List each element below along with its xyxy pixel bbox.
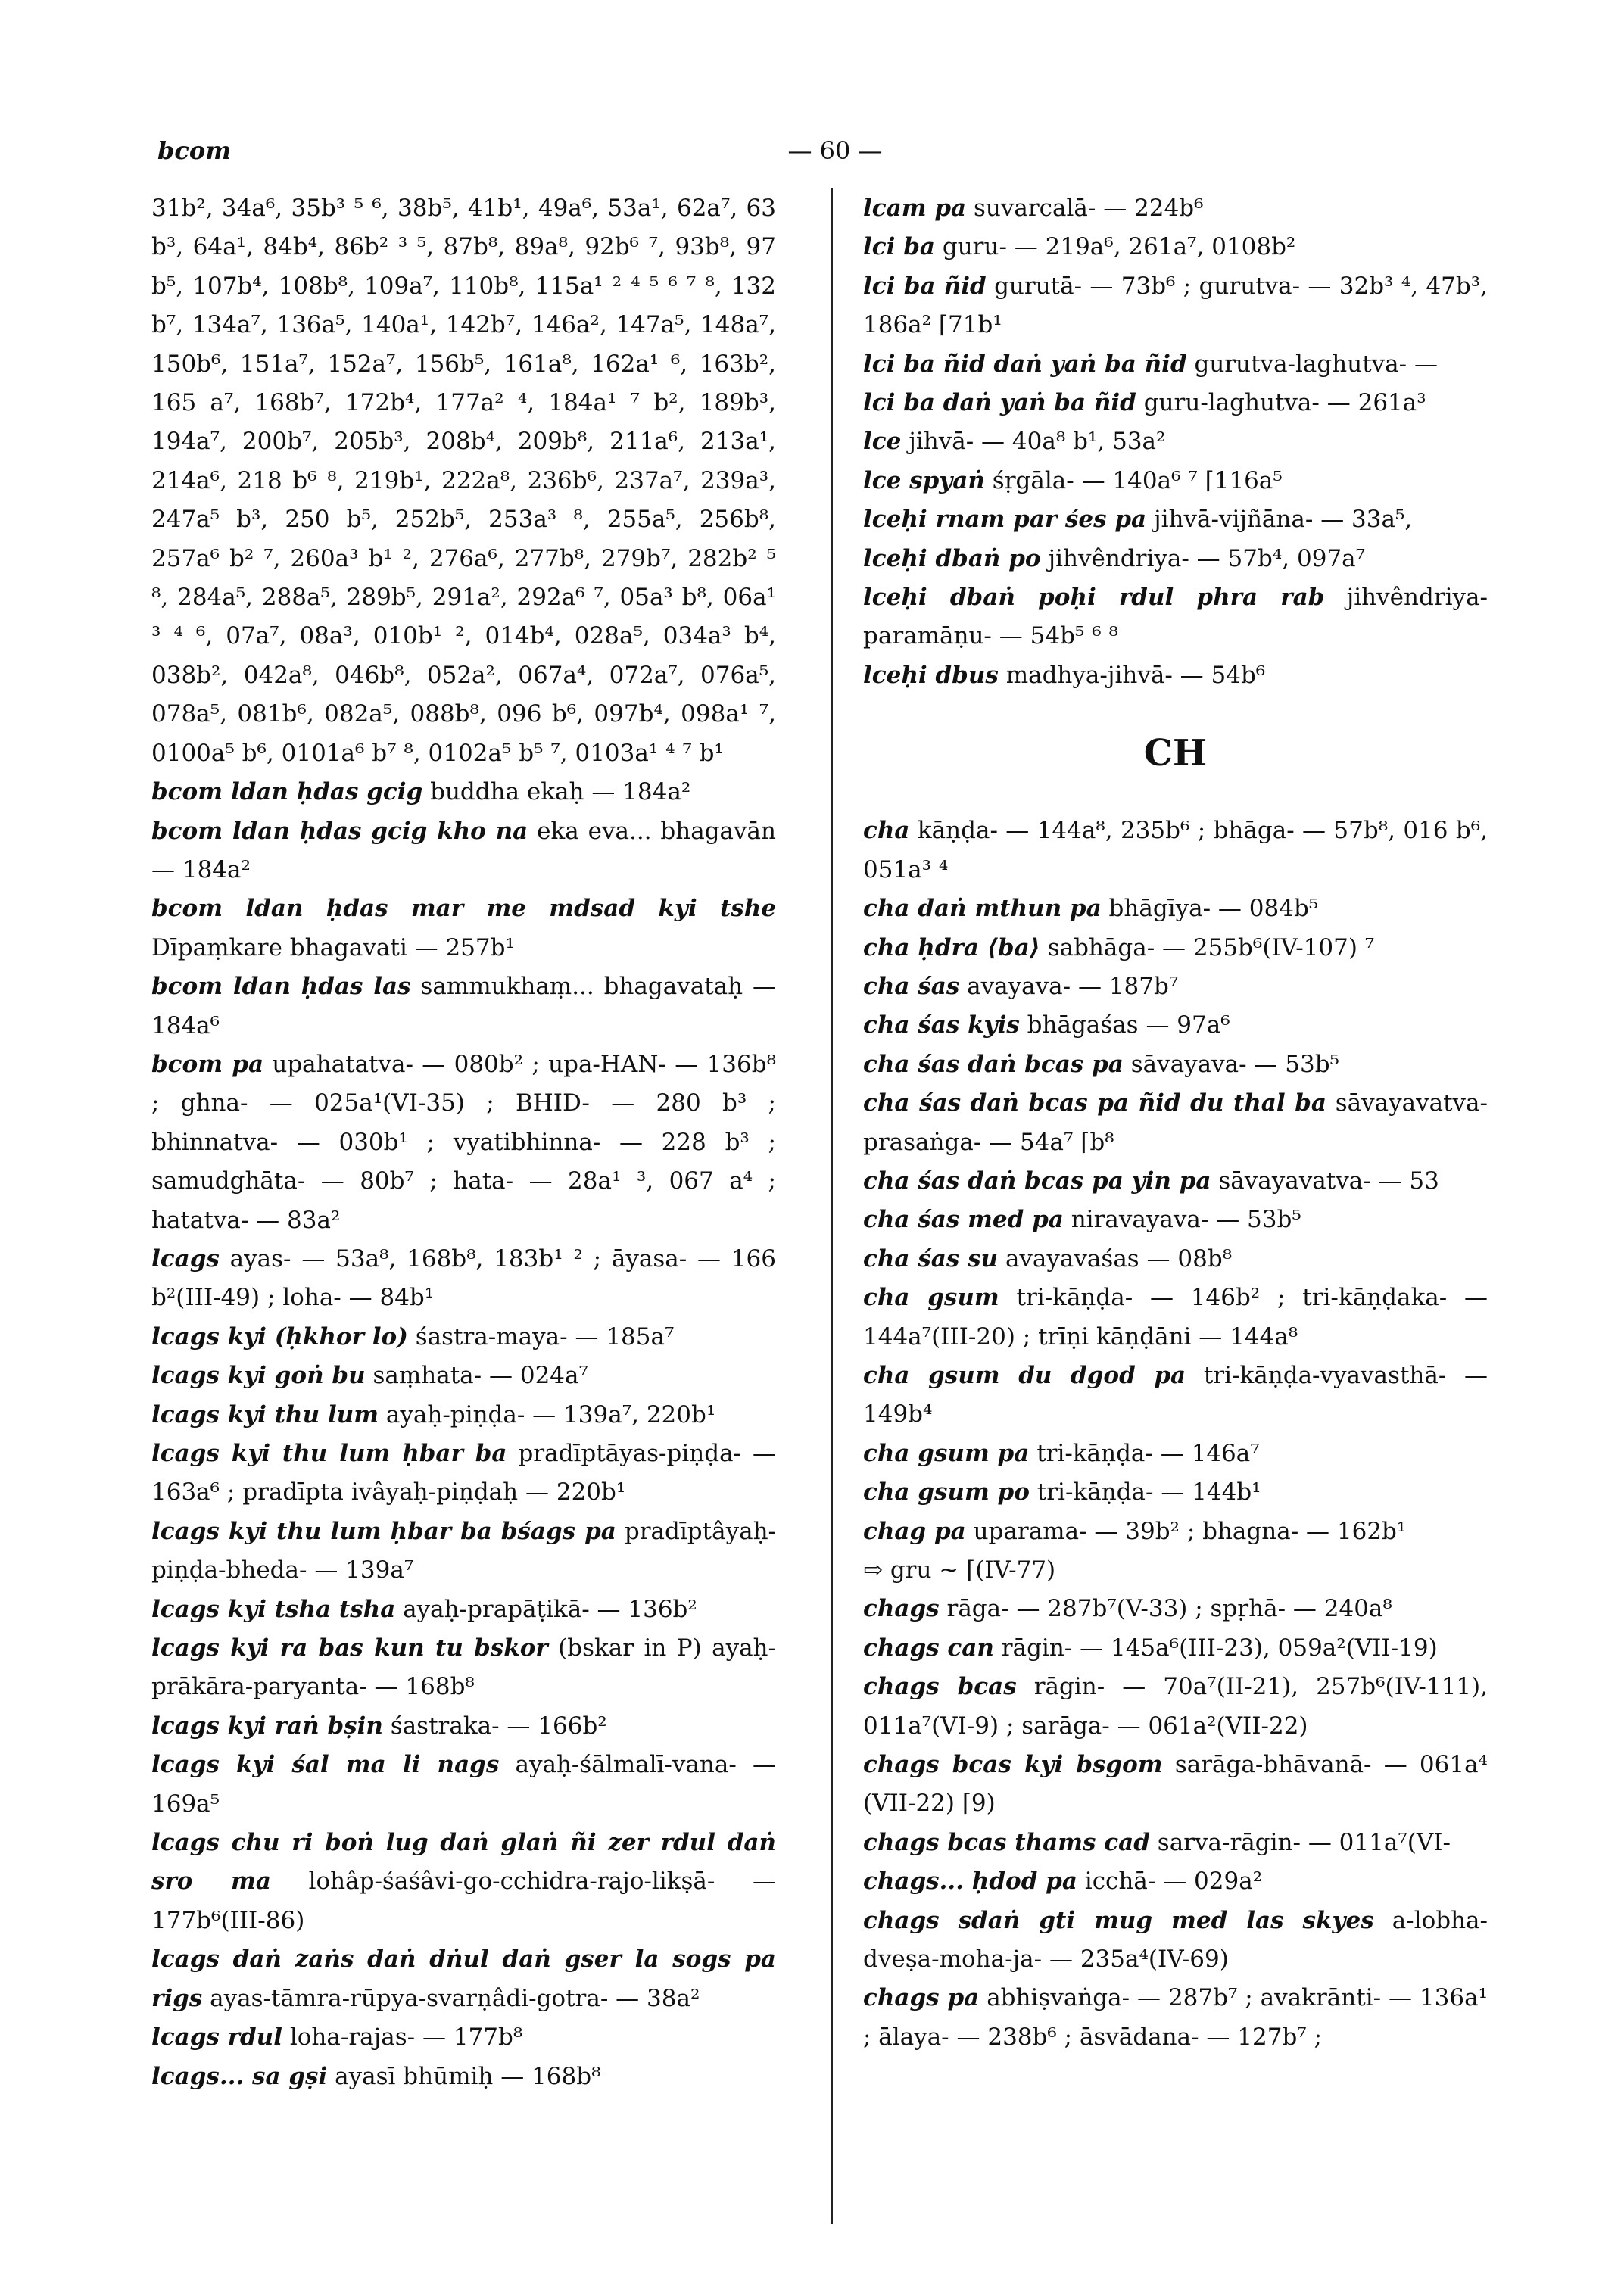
dictionary-entry [863, 1551, 1488, 1590]
dictionary-entry [863, 967, 1488, 1006]
entry-headword: bcom ldan ḥdas gcig kho na [151, 817, 528, 845]
entry-headword: chags sdaṅ gti mug med las skyes [863, 1906, 1374, 1934]
right-column-bottom [863, 812, 1488, 2057]
entry-headword: lci ba ñid [863, 272, 987, 300]
entry-definition: gurutva-laghutva- — [1194, 350, 1438, 378]
dictionary-entry [863, 889, 1488, 928]
entry-headword: lcam pa [863, 195, 967, 222]
dictionary-entry [151, 967, 776, 1045]
dictionary-entry [863, 345, 1488, 384]
entry-definition: rāgin- — 70a⁷(II-21), 257b⁶(IV-111), 011a⁷(VI-9) ; sarāga- — 061a²(VII-22) [863, 1673, 1488, 1740]
entry-headword: cha śas daṅ bcas pa [863, 1050, 1124, 1078]
entry-headword: lce [863, 428, 902, 456]
entry-headword: chags... ḥdod pa [863, 1868, 1077, 1896]
dictionary-entry [151, 889, 776, 967]
right-column [863, 189, 1488, 2057]
dictionary-entry [863, 1006, 1488, 1045]
dictionary-entry [151, 1707, 776, 1746]
entry-headword: lceḥi rnam par śes pa [863, 506, 1147, 534]
running-head: bcom [157, 136, 232, 165]
entry-definition: rāgin- — 145a⁶(III-23), 059a²(VII-19) [1001, 1634, 1438, 1662]
entry-definition: sāvayavatva- — 53 [1218, 1167, 1439, 1195]
entry-definition: ayaḥ-piṇḍa- — 139a⁷, 220b¹ [385, 1400, 716, 1428]
entry-headword: cha śas kyis [863, 1011, 1020, 1039]
entry-headword: lceḥi dbus [863, 661, 999, 689]
dictionary-entry [863, 189, 1488, 228]
entry-headword: cha gsum [863, 1284, 999, 1312]
dictionary-entry [863, 578, 1488, 656]
entry-definition: eka eva... bhagavān — 184a² [151, 817, 777, 883]
entry-definition: sāvayavatva-prasaṅga- — 54a⁷ ⌈b⁸ [863, 1089, 1488, 1156]
dictionary-entry [151, 1357, 776, 1395]
dictionary-entry [863, 1435, 1488, 1473]
dictionary-entry [151, 773, 776, 812]
dictionary-entry [863, 1240, 1488, 1279]
dictionary-entry [863, 1201, 1488, 1239]
left-column [151, 189, 776, 2096]
entry-headword: lcags kyi (ḥkhor lo) [151, 1323, 408, 1351]
entry-definition: sāvayava- — 53b⁵ [1130, 1050, 1339, 1078]
entry-definition: ayas- — 53a⁸, 168b⁸, 183b¹ ² ; āyasa- — 166 b²(III-49) ; loha- — 84b¹ [151, 1245, 776, 1312]
dictionary-entry [863, 422, 1488, 461]
dictionary-entry [863, 1746, 1488, 1824]
dictionary-entry [151, 1824, 776, 1940]
page-number: — 60 — [787, 136, 883, 165]
entry-definition: ayaḥ-śālmalī-vana- — 169a⁵ [151, 1751, 776, 1818]
entry-headword: cha gsum po [863, 1478, 1030, 1506]
entry-definition: tri-kāṇḍa- — 144b¹ [1036, 1478, 1261, 1506]
entry-definition: niravayava- — 53b⁵ [1071, 1206, 1301, 1234]
entry-definition: gurutā- — 73b⁶ ; gurutva- — 32b³ ⁴, 47b³, 186a² ⌈71b¹ [863, 272, 1488, 339]
dictionary-entry [863, 540, 1488, 578]
right-column-top [863, 189, 1488, 695]
entry-headword: lcags [151, 1245, 220, 1273]
entry-definition: avayavaśas — 08b⁸ [1005, 1245, 1233, 1273]
dictionary-entry [863, 1357, 1488, 1435]
entry-headword: lcags kyi tsha tsha [151, 1595, 396, 1623]
entry-definition: rāga- — 287b⁷(V-33) ; spṛhā- — 240a⁸ [946, 1595, 1392, 1623]
dictionary-entry [151, 1590, 776, 1629]
entry-headword: chags bcas [863, 1673, 1017, 1701]
entry-headword: lci ba daṅ yaṅ ba ñid [863, 389, 1136, 417]
dictionary-entry [863, 1045, 1488, 1084]
entry-headword: chags can [863, 1634, 994, 1662]
entry-definition: pradīptāyas-piṇḍa- — 163a⁶ ; pradīpta ivâyaḥ-piṇḍaḥ — 220b¹ [151, 1440, 776, 1506]
entry-definition: upahatatva- — 080b² ; upa-HAN- — 136b⁸ ; ghna- — 025a¹(VI-35) ; BHID- — 280 b³ ; bhinnatva- — 030b¹ ; vyatibhinna- — 228 b³ ; samudghāta- — 80b⁷ ; hata- — 28a¹ ³, 067 a⁴ ; hatatva- — 83a² [151, 1050, 776, 1234]
entry-definition: guru- — 219a⁶, 261a⁷, 0108b² [942, 233, 1296, 261]
entry-headword: lcags kyi goṅ bu [151, 1362, 366, 1390]
entry-definition: Dīpaṃkare bhagavati — 257b¹ [151, 933, 515, 961]
dictionary-entry [863, 462, 1488, 500]
entry-headword: lceḥi dbaṅ po [863, 544, 1041, 572]
entry-headword: chags pa [863, 1984, 980, 2012]
entry-headword: cha [863, 817, 910, 845]
dictionary-entry [863, 500, 1488, 539]
dictionary-entry [863, 1084, 1488, 1162]
entry-definition: sarāga-bhāvanā- — 061a⁴ (VII-22) ⌈9) [863, 1751, 1488, 1818]
dictionary-entry [863, 1668, 1488, 1746]
entry-headword: lcags rdul [151, 2024, 282, 2052]
entry-headword: lcags kyi thu lum [151, 1400, 379, 1428]
dictionary-entry [863, 1979, 1488, 2057]
entry-definition: ayaḥ-prapāṭikā- — 136b² [403, 1595, 697, 1623]
entry-headword: cha śas daṅ bcas pa ñid du thal ba [863, 1089, 1327, 1117]
entry-headword: lceḥi dbaṅ poḥi rdul phra rab [863, 584, 1325, 612]
dictionary-entry [863, 1590, 1488, 1628]
dictionary-entry [151, 1396, 776, 1435]
dictionary-entry [151, 1940, 776, 2018]
dictionary-entry [151, 2018, 776, 2057]
entry-definition: (bskar in P) ayaḥ-prākāra-paryanta- — 168b⁸ [151, 1634, 776, 1701]
dictionary-entry [863, 656, 1488, 695]
entry-definition: śṛgāla- — 140a⁶ ⁷ ⌈116a⁵ [992, 466, 1283, 494]
entry-definition: loha-rajas- — 177b⁸ [289, 2024, 523, 2052]
entry-definition: guru-laghutva- — 261a³ [1143, 389, 1426, 417]
dictionary-entry [151, 1318, 776, 1357]
entry-headword: cha śas med pa [863, 1206, 1064, 1234]
dictionary-entry [151, 812, 776, 890]
dictionary-entry [863, 812, 1488, 889]
dictionary-entry [863, 1473, 1488, 1512]
page-header [157, 136, 1513, 182]
entry-definition: a-lobha-dveṣa-moha-ja- — 235a⁴(IV-69) [863, 1906, 1488, 1974]
entry-definition: lohâp-śaśâvi-go-cchidra-rajo-likṣā- — 177b⁶(III-86) [151, 1868, 776, 1934]
entry-definition: tri-kāṇḍa-vyavasthā- — 149b⁴ [863, 1361, 1488, 1428]
entry-headword: bcom ldan ḥdas mar me mdsad kyi tshe [151, 895, 776, 923]
entry-headword: cha daṅ mthun pa [863, 895, 1102, 923]
entry-definition: abhiṣvaṅga- — 287b⁷ ; avakrānti- — 136a¹ ; ālaya- — 238b⁶ ; āsvādana- — 127b⁷ ; [863, 1984, 1488, 2051]
entry-headword: lci ba [863, 233, 935, 261]
entry-definition: avayava- — 187b⁷ [967, 972, 1179, 1000]
dictionary-entry [151, 1240, 776, 1318]
dictionary-entry [151, 1629, 776, 1707]
entry-headword: chags bcas thams cad [863, 1828, 1150, 1856]
dictionary-entry [863, 1862, 1488, 1901]
entry-headword: cha śas su [863, 1245, 999, 1273]
entry-definition: bhāgīya- — 084b⁵ [1108, 895, 1319, 923]
entry-definition: madhya-jihvā- — 54b⁶ [1005, 661, 1266, 689]
entry-definition: 31b², 34a⁶, 35b³ ⁵ ⁶, 38b⁵, 41b¹, 49a⁶, 53a¹, 62a⁷, 63 b³, 64a¹, 84b⁴, 86b² ³ ⁵, 87b⁸, 89a⁸, 92b⁶ ⁷, 93b⁸, 97 b⁵, 107b⁴, 108b⁸, 109a⁷, 110b⁸, 115a¹ ² ⁴ ⁵ ⁶ ⁷ ⁸, 132 b⁷, 134a⁷, 136a⁵, 140a¹, 142b⁷, 146a², 147a⁵, 148a⁷, 150b⁶, 151a⁷, 152a⁷, 156b⁵, 161a⁸, 162a¹ ⁶, 163b², 165 a⁷, 168b⁷, 172b⁴, 177a² ⁴, 184a¹ ⁷ b², 189b³, 194a⁷, 200b⁷, 205b³, 208b⁴, 209b⁸, 211a⁶, 213a¹, 214a⁶, 218 b⁶ ⁸, 219b¹, 222a⁸, 236b⁶, 237a⁷, 239a³, 247a⁵ b³, 250 b⁵, 252b⁵, 253a³ ⁸, 255a⁵, 256b⁸, 257a⁶ b² ⁷, 260a³ b¹ ², 276a⁶, 277b⁸, 279b⁷, 282b² ⁵ ⁸, 284a⁵, 288a⁵, 289b⁵, 291a², 292a⁶ ⁷, 05a³ b⁸, 06a¹ ³ ⁴ ⁶, 07a⁷, 08a³, 010b¹ ², 014b⁴, 028a⁵, 034a³ b⁴, 038b², 042a⁸, 046b⁸, 052a², 067a⁴, 072a⁷, 076a⁵, 078a⁵, 081b⁶, 082a⁵, 088b⁸, 096 b⁶, 097b⁴, 098a¹ ⁷, 0100a⁵ b⁶, 0101a⁶ b⁷ ⁸, 0102a⁵ b⁵ ⁷, 0103a¹ ⁴ ⁷ b¹ [151, 195, 776, 767]
entry-headword: cha ḥdra ⟨ba⟩ [863, 933, 1040, 961]
entry-definition: bhāgaśas — 97a⁶ [1027, 1011, 1230, 1039]
entry-headword: cha śas [863, 972, 960, 1000]
entry-definition: pradīptâyaḥ-piṇḍa-bheda- — 139a⁷ [151, 1517, 777, 1584]
entry-headword: lcags kyi thu lum ḥbar ba bśags pa [151, 1517, 616, 1545]
entry-headword: cha śas daṅ bcas pa yin pa [863, 1167, 1211, 1195]
entry-headword: lcags daṅ zaṅs daṅ dṅul daṅ gser la sogs pa rigs [151, 1946, 776, 2012]
entry-headword: cha gsum pa [863, 1439, 1030, 1467]
entry-headword: lcags kyi ra bas kun tu bskor [151, 1634, 548, 1662]
entry-definition: tri-kāṇḍa- — 146b² ; tri-kāṇḍaka- — 144a⁷(III-20) ; trīṇi kāṇḍāni — 144a⁸ [863, 1284, 1488, 1351]
entry-headword: lcags kyi thu lum ḥbar ba [151, 1440, 507, 1467]
entry-definition: sarva-rāgin- — 011a⁷(VI- [1157, 1828, 1451, 1856]
entry-definition: icchā- — 029a² [1084, 1868, 1263, 1896]
entry-headword: lcags... sa gṣi [151, 2062, 328, 2090]
entry-definition: sabhāga- — 255b⁶(IV-107) ⁷ [1047, 933, 1375, 961]
dictionary-entry [863, 1902, 1488, 1980]
entry-headword: chag pa [863, 1517, 966, 1545]
dictionary-entry [863, 1824, 1488, 1862]
entry-definition: ayasī bhūmiḥ — 168b⁸ [335, 2062, 601, 2090]
dictionary-entry [151, 189, 776, 773]
entry-headword: bcom ldan ḥdas gcig [151, 778, 423, 806]
entry-definition: ayas-tāmra-rūpya-svarṇâdi-gotra- — 38a² [210, 1984, 700, 2012]
entry-definition: jihvā- — 40a⁸ b¹, 53a² [909, 428, 1166, 456]
dictionary-entry [151, 1045, 776, 1240]
entry-headword: lcags kyi raṅ bṣin [151, 1712, 383, 1740]
dictionary-entry [863, 384, 1488, 422]
entry-headword: lcags chu ri boṅ lug daṅ glaṅ ñi zer rdul daṅ sro ma [151, 1829, 776, 1896]
dictionary-entry [863, 267, 1488, 345]
entry-definition: ⇨ gru ~ ⌈(IV-77) [863, 1556, 1056, 1584]
entry-headword: lci ba ñid daṅ yaṅ ba ñid [863, 350, 1187, 378]
dictionary-entry [151, 2058, 776, 2096]
entry-definition: buddha ekaḥ — 184a² [430, 778, 691, 806]
dictionary-entry [863, 1513, 1488, 1551]
entry-headword: cha gsum du dgod pa [863, 1361, 1186, 1389]
entry-headword: bcom ldan ḥdas las [151, 973, 411, 1001]
dictionary-entry [151, 1513, 776, 1590]
dictionary-entry [863, 1279, 1488, 1357]
entry-definition: saṃhata- — 024a⁷ [372, 1362, 588, 1390]
entry-headword: bcom pa [151, 1050, 264, 1078]
entry-definition: śastra-maya- — 185a⁷ [415, 1323, 675, 1351]
entry-definition: jihvêndriya-paramāṇu- — 54b⁵ ⁶ ⁸ [863, 584, 1488, 650]
entry-definition: uparama- — 39b² ; bhagna- — 162b¹ [973, 1517, 1407, 1545]
dictionary-entry [863, 228, 1488, 266]
dictionary-entry [151, 1435, 776, 1513]
entry-definition: jihvā-vijñāna- — 33a⁵, [1153, 506, 1413, 534]
entry-definition: sammukhaṃ... bhagavataḥ — 184a⁶ [151, 973, 776, 1039]
entry-headword: lce spyaṅ [863, 466, 985, 494]
entry-headword: chags bcas kyi bsgom [863, 1751, 1163, 1779]
entry-definition: śastraka- — 166b² [390, 1712, 607, 1740]
entry-headword: chags [863, 1595, 940, 1623]
entry-definition: jihvêndriya- — 57b⁴, 097a⁷ [1048, 544, 1366, 572]
entry-definition: tri-kāṇḍa- — 146a⁷ [1036, 1439, 1260, 1467]
dictionary-entry [151, 1746, 776, 1824]
column-divider [831, 188, 833, 2224]
dictionary-entry [863, 1629, 1488, 1668]
section-heading: CH [1143, 732, 1208, 775]
entry-definition: kāṇḍa- — 144a⁸, 235b⁶ ; bhāga- — 57b⁸, 016 b⁶, 051a³ ⁴ [863, 817, 1488, 883]
entry-headword: lcags kyi śal ma li nags [151, 1751, 500, 1779]
dictionary-entry [863, 1162, 1488, 1201]
dictionary-entry [863, 929, 1488, 967]
entry-definition: suvarcalā- — 224b⁶ [973, 195, 1204, 222]
